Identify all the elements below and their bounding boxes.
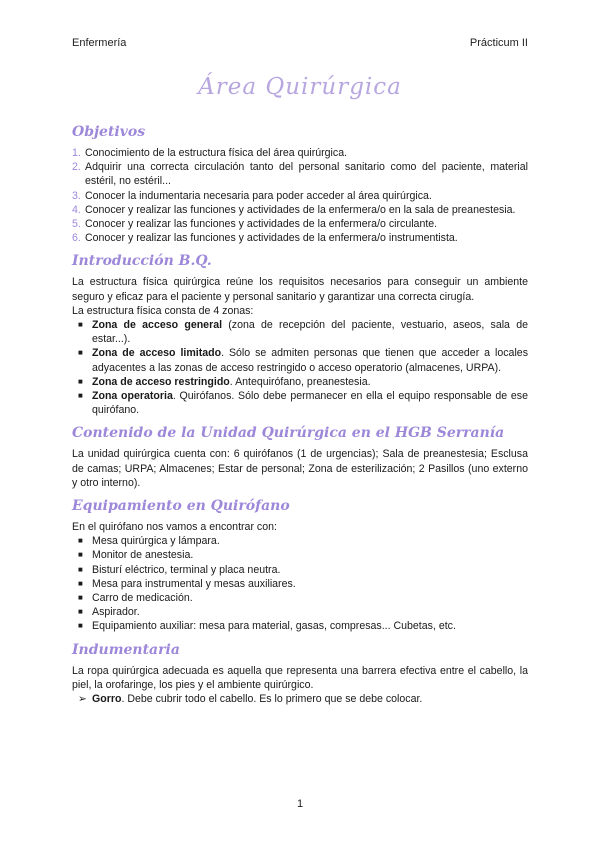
list-number: 6. [72,232,81,245]
list-text: Monitor de anestesia. [92,549,194,562]
list-item [78,619,528,633]
introduccion-paragraph: La estructura física quirúrgica reúne los requisitos necesarios para conseguir un ambiente seguro y eficaz para el paciente y personal sanitario y garantizar una correcta cirugía. [72,276,528,303]
document-title: Área Quirúrgica [198,74,402,100]
list-number: 3. [72,189,81,202]
square-bullet-icon: ■ [78,621,83,631]
list-number: 5. [72,218,81,231]
list-item [78,591,528,605]
item-desc: . Debe cubrir todo el cabello. Es lo primero que se debe colocar. [121,693,423,706]
list-item [78,375,528,389]
list-item [72,203,528,217]
square-bullet-icon: ■ [78,607,83,617]
header-left: Enfermería [72,37,127,49]
indumentaria-paragraph: La ropa quirúrgica adecuada es aquella que representa una barrera efectiva entre el cabello, la piel, la orofaringe, los pies y el ambiente quirúrgico. [72,664,528,691]
zone-name: Zona de acceso limitado [92,347,222,360]
list-item [72,160,528,188]
list-text: Conocer y realizar las funciones y actividades de la enfermera/o circulante. [85,218,438,231]
list-item [78,318,528,346]
page-header [72,37,528,49]
list-text: Mesa quirúrgica y lámpara. [92,535,220,548]
list-item [78,534,528,548]
zone-desc: (zona de recepción del paciente, vestuario, aseos, sala de estar...). [92,319,528,346]
list-text: Conocer la indumentaria necesaria para poder acceder al área quirúrgica. [85,189,432,202]
list-item [78,692,528,706]
list-item [72,217,528,231]
list-number: 1. [72,147,81,159]
list-text: Conocer y realizar las funciones y actividades de la enfermera/o instrumentista. [85,232,458,245]
list-item [78,563,528,577]
zone-desc: . Quirófanos. Sólo debe permanecer en ella el equipo responsable de ese quirófano. [92,390,528,417]
square-bullet-icon: ■ [78,376,83,386]
zone-name: Zona operatoria [92,390,173,403]
list-text: Conocimiento de la estructura física del área quirúrgica. [85,147,348,159]
zone-name: Zona de acceso restringido [92,375,230,388]
page-number: 1 [296,798,304,810]
list-text: Aspirador. [92,606,140,619]
indumentaria-list [72,692,528,706]
zone-desc: . Antequirófano, preanestesia. [229,375,371,388]
equipamiento-intro: En el quirófano nos vamos a encontrar con: [72,521,277,534]
zone-name: Zona de acceso general [92,319,223,332]
document-body [72,122,528,706]
list-number: 4. [72,203,81,216]
indumentaria-heading: Indumentaria [72,641,180,658]
square-bullet-icon: ■ [78,348,83,358]
list-item [78,346,528,374]
zonas-list [72,318,528,417]
list-item [78,577,528,591]
list-item [72,231,528,245]
square-bullet-icon: ■ [78,320,83,330]
list-item [78,605,528,619]
list-text: Bisturí eléctrico, terminal y placa neutra. [92,563,281,576]
list-text: Carro de medicación. [92,592,193,605]
list-number: 2. [72,161,81,174]
square-bullet-icon: ■ [78,550,83,560]
contenido-heading: Contenido de la Unidad Quirúrgica en el HGB Serranía [72,425,505,442]
square-bullet-icon: ■ [78,536,83,546]
square-bullet-icon: ■ [78,564,83,574]
list-item [72,189,528,203]
list-item [78,548,528,562]
contenido-paragraph: La unidad quirúrgica cuenta con: 6 quirófanos (1 de urgencias); Sala de preanestesia; Esclusa de camas; URPA; Almacenes; Estar de personal; Zona de esterilización; 2 Pasillos (uno externo y otro interno). [72,448,528,489]
list-item [78,389,528,417]
list-item [72,146,528,160]
list-text: Equipamiento auxiliar: mesa para material, gasas, compresas... Cubetas, etc. [92,620,456,633]
equipamiento-list [72,534,528,633]
header-right: Prácticum II [469,37,528,49]
arrow-bullet-icon: ➢ [78,693,87,706]
equipamiento-heading: Equipamiento en Quirófano [72,498,290,515]
objetivos-list [72,146,528,245]
list-text: Mesa para instrumental y mesas auxiliares. [92,577,296,590]
introduccion-zonas-intro: La estructura física consta de 4 zonas: [72,304,254,317]
square-bullet-icon: ■ [78,391,83,401]
objetivos-heading: Objetivos [72,124,146,140]
introduccion-heading: Introducción B.Q. [72,253,212,270]
square-bullet-icon: ■ [78,578,83,588]
square-bullet-icon: ■ [78,593,83,603]
item-name: Gorro [92,693,122,706]
list-text: Conocer y realizar las funciones y actividades de la enfermera/o en la sala de preanestesia. [85,203,516,216]
zone-desc: . Sólo se admiten personas que tienen que acceder a locales adyacentes a las zonas de acceso restringido o acceso operatorio (almacenes, URPA). [92,347,528,374]
list-text: Adquirir una correcta circulación tanto del personal sanitario como del paciente, material estéril, no estéril... [85,161,528,188]
